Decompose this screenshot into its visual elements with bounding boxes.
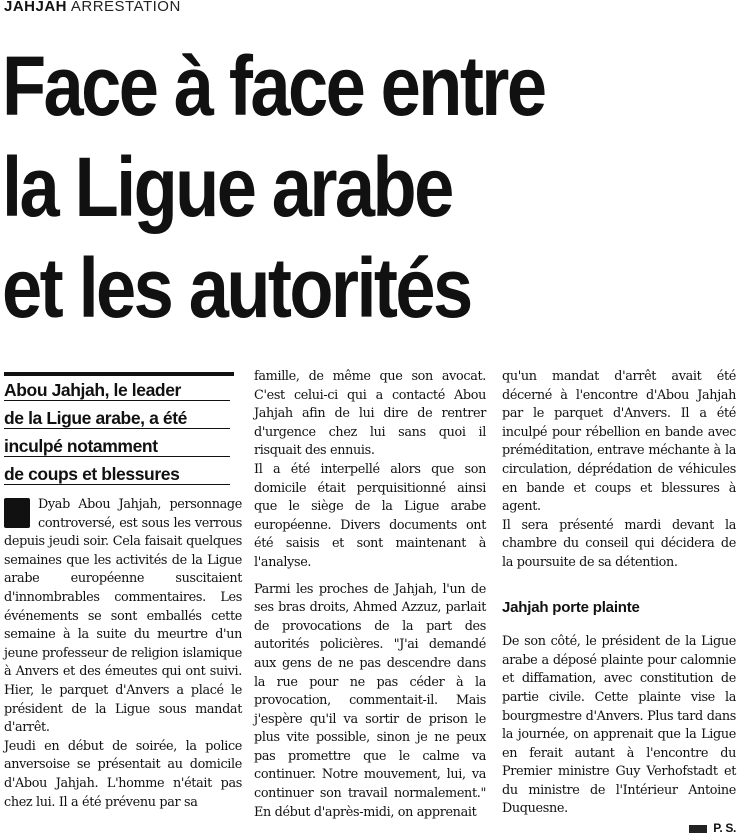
lead-line-2: de la Ligue arabe, a été (4, 404, 230, 432)
article-column-3 (502, 368, 736, 838)
end-mark-icon (689, 825, 707, 833)
kicker-tag: JAHJAH (4, 0, 68, 15)
paragraph: famille, de même que son avocat. C'est celui-ci qui a contacté Abou Jahjah afin de lui dire de rentrer d'urgence chez lui sans quoi il risquait des ennuis. (254, 369, 486, 459)
article-column-1 (4, 496, 242, 812)
section-subheading: Jahjah porte plainte (502, 598, 640, 616)
article-column-2 (254, 368, 486, 822)
headline-line-1: Face à face entre (2, 39, 545, 133)
paragraph: Il a été interpellé alors que son domicile était perquisitionné ainsi que le siège de la Ligue arabe européenne. Divers documents ont été saisis et sont maintenant à l'analyse. (254, 461, 486, 570)
kicker (4, 0, 181, 15)
lead-line-4: de coups et blessures (4, 460, 230, 488)
author-signoff (502, 819, 736, 838)
kicker-rubric: ARRESTATION (70, 0, 181, 15)
lead-summary (4, 370, 230, 482)
paragraph: Il sera présenté mardi devant la chambre du conseil qui décidera de la poursuite de sa détention. (502, 517, 736, 570)
paragraph: Dyab Abou Jahjah, personnage controversé, est sous les verrous depuis jeudi soir. Cela faisait quelques semaines que les activités de la Ligue arabe européenne suscitaient d'innombrables commentaires. Les événements se sont emballés cette semaine à la suite du meurtre d'un jeune professeur de religion islamique à Anvers et des émeutes qui ont suivi. Hier, le parquet d'Anvers a placé le président de la Ligue sous mandat d'arrêt. (4, 497, 242, 736)
paragraph: Parmi les proches de Jahjah, l'un de ses bras droits, Ahmed Azzuz, parlait de provocations de la part des autorités policières. "J'ai demandé aux gens de ne pas descendre dans la rue pour ne pas céder à la provocation, commentait-il. Mais j'espère qu'il va sortir de prison le plus vite possible, sinon je ne peux pas promettre que le calme va continuer. Notre mouvement, lui, va continuer son travail normalement." En début d'après-midi, on apprenait (254, 581, 486, 820)
lead-line-1: Abou Jahjah, le leader (4, 376, 230, 404)
paragraph: De son côté, le président de la Ligue arabe a déposé plainte pour calomnie et diffamation, avec constitution de partie civile. Cette plainte vise la bourgmestre d'Anvers. Plus tard dans la journée, on apprenait que la Ligue en ferait autant à l'encontre du Premier ministre Guy Verhofstadt et du ministre de l'Intérieur Antoine Duquesne. (502, 634, 736, 817)
paragraph: qu'un mandat d'arrêt avait été décerné à l'encontre d'Abou Jahjah par le parquet d'Anvers. Il a été inculpé pour rébellion en bande avec préméditation, entrave méchante à la circulation, déprédation de véhicules en bande et coups et blessures à agent. (502, 369, 736, 515)
paragraph: Jeudi en début de soirée, la police anversoise se présentait au domicile d'Abou Jahjah. L'homme n'était pas chez lui. Il a été prévenu par sa (4, 738, 242, 810)
paragraph-gap (254, 573, 486, 581)
headline (2, 36, 635, 339)
headline-line-2: la Ligue arabe (2, 140, 452, 234)
drop-cap-mark (4, 498, 30, 528)
lead-line-3: inculpé notamment (4, 432, 230, 460)
headline-line-3: et les autorités (2, 241, 471, 335)
author-initials: P. S. (713, 821, 736, 836)
